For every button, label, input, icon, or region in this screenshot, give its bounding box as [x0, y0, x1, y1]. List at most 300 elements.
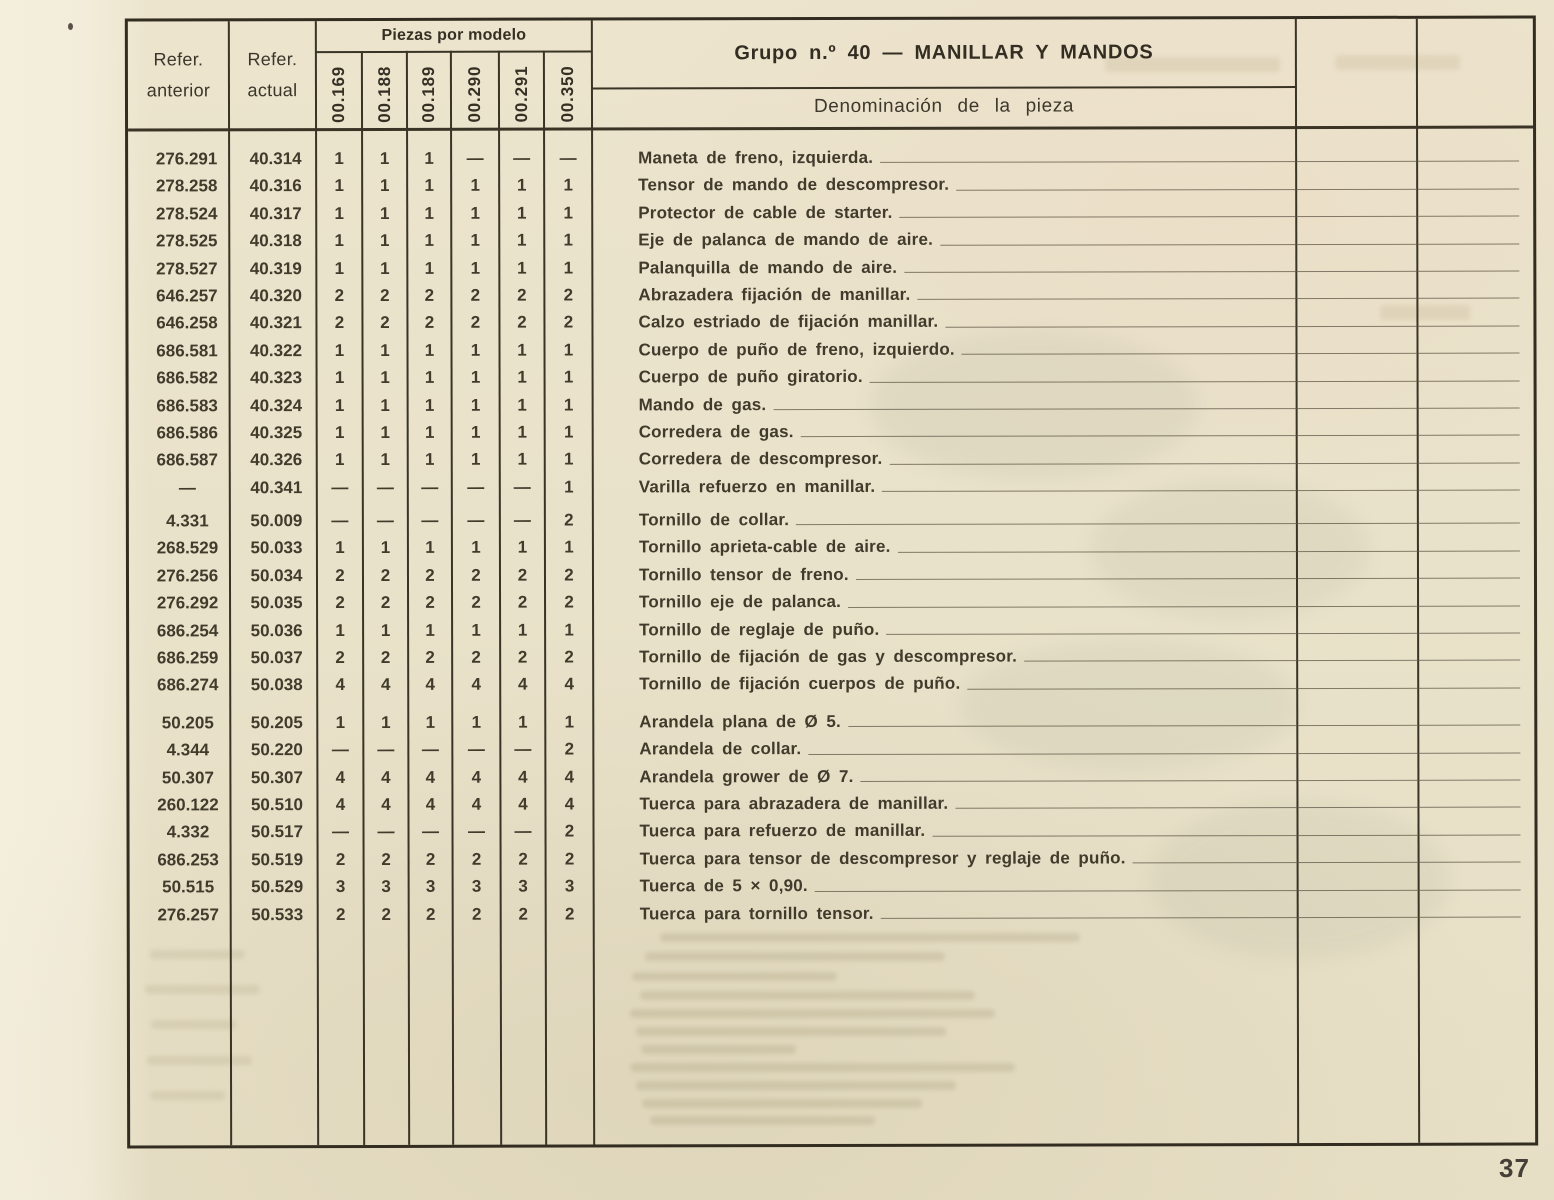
qty-model-00188: 1 [381, 712, 391, 732]
qty-model-00189: 2 [425, 593, 435, 613]
ruled-leader-line [956, 188, 1519, 190]
qty-model-00169: 1 [334, 340, 345, 360]
part-name: Eje de palanca de mando de aire. [638, 229, 934, 250]
part-name-cell [592, 170, 1533, 199]
qty-model-00290: — [467, 510, 485, 530]
row-group-screws [129, 505, 1534, 700]
qty-model-00290: 2 [471, 647, 481, 667]
qty-model-00350: 1 [563, 203, 573, 223]
qty-model-00189: — [421, 740, 439, 760]
ruled-leader-line [917, 298, 1519, 300]
part-name: Maneta de freno, izquierda. [638, 147, 874, 168]
qty-model-00290: 1 [471, 620, 481, 640]
qty-model-00169: 2 [334, 313, 345, 333]
qty-model-00189: 2 [424, 313, 435, 333]
qty-model-00290: 1 [470, 450, 481, 470]
qty-model-00169: 2 [335, 904, 346, 924]
qty-model-00169: 1 [334, 149, 344, 169]
qty-model-00189: 2 [425, 904, 436, 924]
qty-model-00350: 2 [564, 592, 574, 612]
qty-model-00350: 1 [563, 422, 574, 442]
ruled-leader-line [848, 725, 1520, 727]
part-name-cell [592, 225, 1533, 254]
ref-anterior-value: 686.253 [157, 850, 219, 870]
qty-model-00169: 2 [335, 593, 345, 613]
qty-model-00290: 4 [471, 767, 482, 787]
ruled-leader-line [900, 216, 1520, 218]
ref-anterior-value: 276.256 [156, 566, 219, 586]
qty-model-00189: 4 [425, 794, 436, 814]
table-row [130, 843, 1535, 873]
qty-model-00169: — [331, 511, 349, 531]
qty-model-00189: — [422, 822, 440, 842]
qty-model-00169: 1 [335, 538, 345, 558]
qty-model-00188: 1 [379, 148, 390, 168]
ref-actual-value: 40.321 [249, 313, 302, 333]
qty-model-00291: 4 [518, 767, 528, 787]
part-name: Corredera de descompresor. [638, 449, 883, 469]
qty-model-00189: 4 [425, 767, 436, 787]
part-name-cell [593, 559, 1534, 588]
qty-model-00350: 3 [564, 876, 575, 896]
qty-model-00290: 2 [470, 313, 481, 333]
qty-model-00169: 2 [334, 285, 345, 305]
ruled-leader-line [815, 889, 1521, 891]
table-row [129, 389, 1534, 419]
part-name-cell [593, 587, 1534, 616]
qty-model-00188: 4 [381, 767, 391, 787]
qty-model-00188: 2 [381, 849, 391, 869]
header-ref-actual-line2: actual [247, 79, 298, 100]
ruled-leader-line [1024, 660, 1520, 662]
ruled-leader-line [861, 780, 1521, 782]
ref-actual-value: 50.036 [250, 620, 303, 640]
ref-actual-value: 40.326 [250, 450, 303, 470]
table-row [130, 871, 1535, 901]
qty-model-00169: 1 [334, 450, 345, 470]
table-row [129, 706, 1534, 736]
part-name-cell [593, 669, 1534, 698]
qty-model-00188: 1 [380, 620, 391, 640]
qty-model-00188: 1 [379, 203, 390, 223]
qty-model-00189: 2 [425, 647, 435, 667]
qty-model-00350: 2 [564, 510, 574, 530]
qty-model-00189: 2 [425, 565, 435, 585]
qty-model-00188: — [377, 740, 395, 760]
ruled-leader-line [945, 325, 1519, 327]
part-name-cell [593, 389, 1534, 418]
ref-anterior-value: 50.307 [161, 767, 214, 787]
qty-model-00169: 2 [335, 648, 345, 668]
ref-actual-value: 40.341 [250, 477, 303, 497]
qty-model-00291: 1 [517, 449, 527, 469]
qty-model-00350: 2 [563, 312, 574, 332]
qty-model-00291: 2 [518, 849, 528, 869]
qty-model-00350: 1 [563, 230, 574, 250]
qty-model-00188: 1 [379, 176, 390, 196]
qty-model-00169: 1 [334, 176, 344, 196]
qty-model-00189: 1 [424, 450, 435, 470]
qty-model-00169: 4 [335, 767, 346, 787]
ruled-leader-line [808, 752, 1520, 754]
part-name: Corredera de gas. [638, 421, 794, 442]
header-ref-anterior-line2: anterior [146, 79, 211, 100]
qty-model-00290: 1 [471, 538, 481, 558]
ref-anterior-value: 686.586 [156, 423, 218, 443]
part-name: Arandela grower de Ø 7. [639, 766, 854, 786]
ref-anterior-value: 278.258 [155, 176, 218, 196]
qty-model-00188: 1 [380, 538, 391, 558]
part-name-cell [592, 252, 1533, 281]
ref-actual-value: 50.533 [251, 904, 304, 924]
ref-actual-value: 50.037 [250, 648, 303, 668]
qty-model-00188: 1 [380, 368, 390, 388]
qty-model-00290: 4 [471, 675, 481, 695]
qty-model-00290: 1 [470, 422, 481, 442]
qty-model-00188: — [377, 822, 395, 842]
ruled-leader-line [796, 523, 1520, 526]
qty-model-00188: 1 [380, 258, 390, 278]
header-pieces-per-model: Piezas por modelo [381, 26, 527, 44]
qty-model-00169: 1 [334, 258, 345, 278]
qty-model-00169: — [331, 740, 349, 760]
qty-model-00350: 1 [563, 175, 573, 195]
ref-anterior-value: 268.529 [156, 538, 219, 558]
part-name: Tuerca para refuerzo de manillar. [639, 821, 926, 841]
qty-model-00188: 2 [380, 313, 390, 333]
qty-model-00169: 1 [334, 368, 345, 388]
ref-anterior-value: 278.527 [156, 258, 218, 278]
qty-model-00169: 1 [334, 231, 345, 251]
ref-anterior-value: 4.332 [166, 822, 210, 842]
part-name-cell [593, 614, 1534, 643]
qty-model-00350: 1 [564, 620, 574, 640]
qty-model-00291: — [513, 148, 531, 168]
qty-model-00188: 4 [381, 794, 391, 814]
part-name-cell [593, 444, 1534, 473]
qty-model-00350: 1 [563, 395, 574, 415]
ruled-leader-line [967, 687, 1520, 689]
qty-model-00350: 1 [563, 258, 574, 278]
ref-actual-value: 40.316 [249, 176, 302, 196]
qty-model-00290: 1 [470, 367, 481, 387]
part-name-cell [593, 471, 1534, 500]
ref-anterior-value: 4.344 [166, 740, 210, 760]
qty-model-00290: 1 [470, 230, 481, 250]
qty-model-00169: 2 [335, 565, 345, 585]
ref-actual-value: 50.009 [250, 511, 303, 531]
qty-model-00188: 1 [380, 422, 390, 442]
qty-model-00188: 2 [380, 647, 391, 667]
part-name-cell [592, 307, 1533, 336]
qty-model-00189: 1 [424, 148, 434, 168]
qty-model-00169: 1 [334, 395, 345, 415]
ref-anterior-value: 276.291 [155, 149, 218, 169]
ruled-leader-line [801, 435, 1520, 438]
page-number: 37 [1499, 1153, 1530, 1183]
table-row [128, 197, 1533, 227]
qty-model-00290: 1 [470, 340, 481, 360]
qty-model-00189: 3 [425, 876, 436, 897]
part-name-cell [594, 898, 1535, 927]
table-row [129, 614, 1534, 644]
qty-model-00350: 2 [564, 904, 575, 924]
qty-model-00188: — [376, 477, 394, 497]
ref-actual-value: 50.510 [250, 795, 303, 815]
table-row [129, 532, 1534, 562]
ref-anterior-value: 686.581 [156, 341, 218, 361]
table-row [129, 471, 1534, 501]
ref-actual-value: 50.034 [250, 565, 303, 586]
part-name-cell [593, 532, 1534, 561]
table-row [129, 559, 1534, 589]
ref-actual-value: 50.517 [251, 822, 304, 842]
row-group-washers-nuts [129, 706, 1534, 928]
qty-model-00189: 1 [425, 620, 435, 640]
qty-model-00291: 1 [517, 538, 528, 558]
table-row [129, 362, 1534, 392]
qty-model-00350: 4 [564, 674, 574, 694]
qty-model-00189: 2 [424, 285, 435, 305]
part-name: Tuerca para abrazadera de manillar. [639, 793, 949, 814]
qty-model-00291: — [514, 739, 532, 759]
part-name: Tuerca de 5 × 0,90. [639, 876, 808, 896]
part-name-cell [593, 734, 1534, 763]
ruled-leader-line [962, 353, 1520, 355]
model-label: 00.291 [511, 65, 531, 123]
qty-model-00188: 3 [381, 877, 391, 897]
part-name: Tuerca para tornillo tensor. [639, 903, 874, 923]
part-name: Arandela de collar. [639, 739, 802, 759]
qty-model-00169: 1 [334, 422, 345, 442]
table-row [128, 225, 1533, 255]
qty-model-00189: 1 [424, 422, 435, 442]
qty-model-00290: 1 [470, 176, 480, 196]
table-row [129, 789, 1534, 819]
qty-model-00188: 2 [381, 904, 391, 924]
table-row [128, 279, 1533, 309]
ruled-leader-line [886, 633, 1520, 635]
part-name: Abrazadera fijación de manillar. [638, 284, 911, 305]
qty-model-00189: 1 [425, 712, 436, 732]
table-row [128, 307, 1533, 337]
qty-model-00189: 1 [424, 395, 435, 415]
ref-actual-value: 50.529 [251, 877, 304, 897]
qty-model-00169: 4 [335, 675, 345, 695]
ruled-leader-line [940, 243, 1519, 245]
ref-anterior-value: 686.254 [156, 620, 219, 641]
table-row [129, 444, 1534, 474]
ruled-leader-line [880, 161, 1519, 163]
part-name: Tornillo eje de palanca. [639, 592, 842, 612]
part-name: Tornillo de fijación de gas y descompresor. [639, 646, 1018, 667]
qty-model-00350: 1 [563, 340, 574, 360]
qty-model-00169: 2 [335, 849, 346, 869]
qty-model-00291: — [514, 822, 532, 842]
part-name: Varilla refuerzo en manillar. [638, 476, 876, 497]
ref-actual-value: 50.519 [251, 849, 304, 869]
part-name-cell [593, 706, 1534, 735]
qty-model-00350: — [559, 148, 577, 168]
qty-model-00290: 4 [471, 794, 482, 814]
table-row [129, 587, 1534, 617]
qty-model-00290: 3 [471, 876, 482, 896]
table-row [129, 734, 1534, 764]
header-ref-anterior [128, 21, 229, 128]
part-name: Palanquilla de mando de aire. [638, 257, 898, 277]
qty-model-00291: 1 [517, 258, 527, 278]
ref-anterior-value: 50.205 [161, 713, 214, 733]
qty-model-00189: 1 [424, 367, 435, 387]
ref-actual-value: 40.323 [250, 368, 303, 388]
header-model-00188 [362, 51, 407, 128]
qty-model-00290: — [467, 739, 485, 759]
paper-speck [68, 23, 73, 30]
qty-model-00291: 2 [517, 312, 527, 333]
qty-model-00189: — [421, 510, 439, 530]
table-row [129, 761, 1534, 791]
row-group-handlebar [128, 143, 1534, 502]
part-name: Protector de cable de starter. [638, 202, 893, 223]
qty-model-00291: 1 [517, 367, 527, 387]
ref-actual-value: 40.320 [249, 286, 302, 306]
qty-model-00290: — [466, 148, 484, 168]
qty-model-00291: 1 [517, 395, 527, 415]
table-row [128, 170, 1533, 200]
qty-model-00350: 2 [564, 739, 575, 759]
ref-anterior-value: 686.587 [156, 450, 218, 470]
qty-model-00189: 1 [424, 231, 435, 251]
ref-anterior-value: 686.582 [156, 368, 218, 388]
ref-anterior-value: 278.525 [156, 231, 218, 251]
ref-anterior-value: 646.258 [156, 313, 218, 333]
qty-model-00290: 2 [471, 565, 481, 585]
model-label: 00.350 [557, 65, 578, 123]
qty-model-00291: 4 [517, 675, 528, 695]
qty-model-00169: 1 [335, 712, 346, 732]
qty-model-00290: 2 [471, 904, 482, 924]
qty-model-00350: 4 [564, 767, 575, 787]
ruled-leader-line [882, 490, 1520, 492]
part-name: Tornillo de reglaje de puño. [639, 619, 880, 640]
part-name: Mando de gas. [638, 394, 767, 414]
qty-model-00188: 2 [380, 593, 391, 613]
table-row [130, 898, 1535, 928]
ref-actual-value: 40.318 [249, 231, 302, 251]
qty-model-00290: 1 [470, 395, 481, 415]
table-body [128, 129, 1535, 929]
ref-anterior-value: 50.515 [162, 877, 215, 897]
ref-anterior-value: 278.524 [155, 204, 218, 224]
part-name: Tornillo de fijación cuerpos de puño. [639, 674, 961, 694]
qty-model-00291: 2 [518, 904, 528, 924]
ref-actual-value: 40.319 [249, 258, 302, 278]
qty-model-00291: 1 [517, 620, 528, 640]
qty-model-00169: 1 [335, 620, 345, 640]
header-ref-actual [229, 21, 316, 128]
qty-model-00290: 2 [470, 285, 481, 305]
ref-actual-value: 50.205 [250, 712, 303, 733]
qty-model-00350: 1 [564, 712, 575, 732]
part-name: Tornillo tensor de freno. [638, 564, 849, 585]
ref-anterior-value: 646.257 [156, 286, 218, 306]
qty-model-00350: 1 [564, 538, 574, 558]
ref-anterior-value: — [178, 478, 196, 498]
qty-model-00169: 3 [335, 877, 346, 897]
part-name: Tornillo aprieta-cable de aire. [638, 537, 891, 557]
qty-model-00291: 1 [517, 230, 527, 250]
table-row [129, 505, 1534, 535]
qty-model-00189: — [421, 477, 439, 497]
parts-table [125, 16, 1538, 1149]
qty-model-00189: 1 [424, 203, 434, 223]
part-name-cell [592, 279, 1533, 308]
ref-actual-value: 40.314 [249, 149, 302, 169]
header-denomination: Denominación de la pieza [813, 95, 1075, 118]
ruled-leader-line [889, 462, 1519, 464]
ref-actual-value: 40.317 [249, 203, 302, 223]
qty-model-00189: 1 [424, 258, 435, 278]
qty-model-00169: 4 [335, 795, 346, 815]
qty-model-00350: 1 [564, 477, 574, 497]
ref-anterior-value: 276.257 [157, 904, 219, 924]
qty-model-00350: 4 [564, 794, 575, 814]
ruled-leader-line [870, 380, 1520, 382]
qty-model-00291: 1 [517, 340, 527, 360]
model-label: 00.169 [328, 66, 349, 124]
qty-model-00188: 1 [380, 450, 390, 470]
ref-anterior-value: 686.583 [156, 395, 218, 415]
ruled-leader-line [955, 807, 1520, 809]
part-name: Tensor de mando de descompresor. [638, 175, 950, 195]
part-name-cell [592, 334, 1533, 363]
qty-model-00350: 2 [564, 565, 574, 585]
part-name-cell [593, 505, 1534, 534]
ref-anterior-value: 260.122 [157, 795, 219, 815]
header-model-00189 [407, 51, 451, 128]
ref-anterior-value: 276.292 [156, 593, 219, 613]
header-model-00169 [316, 51, 362, 128]
qty-model-00350: 2 [564, 647, 574, 667]
ref-actual-value: 40.322 [249, 340, 303, 360]
qty-model-00290: 1 [471, 712, 482, 732]
ruled-leader-line [773, 407, 1519, 410]
table-row [128, 252, 1533, 282]
qty-model-00188: 4 [380, 675, 391, 695]
header-model-00291 [499, 51, 544, 128]
part-name: Tuerca para tensor de descompresor y reglaje de puño. [639, 848, 1126, 869]
table-row [128, 334, 1533, 364]
part-name-cell [593, 642, 1534, 671]
qty-model-00291: — [513, 477, 531, 497]
ruled-leader-line [1133, 862, 1521, 864]
table-row [128, 143, 1533, 173]
ref-actual-value: 50.220 [250, 740, 303, 760]
part-name-cell [593, 362, 1534, 391]
ref-anterior-value: 4.331 [166, 511, 209, 531]
model-label: 00.290 [464, 65, 485, 123]
header-model-00350 [544, 51, 592, 128]
qty-model-00189: 1 [424, 176, 434, 196]
ruled-leader-line [904, 271, 1519, 273]
part-name-cell [594, 843, 1535, 872]
model-label: 00.189 [418, 66, 439, 123]
part-name-cell [593, 761, 1534, 790]
qty-model-00188: 1 [380, 340, 390, 360]
header-ref-anterior-line1: Refer. [153, 48, 204, 69]
qty-model-00290: 1 [470, 203, 480, 223]
part-name: Arandela plana de Ø 5. [639, 711, 841, 732]
